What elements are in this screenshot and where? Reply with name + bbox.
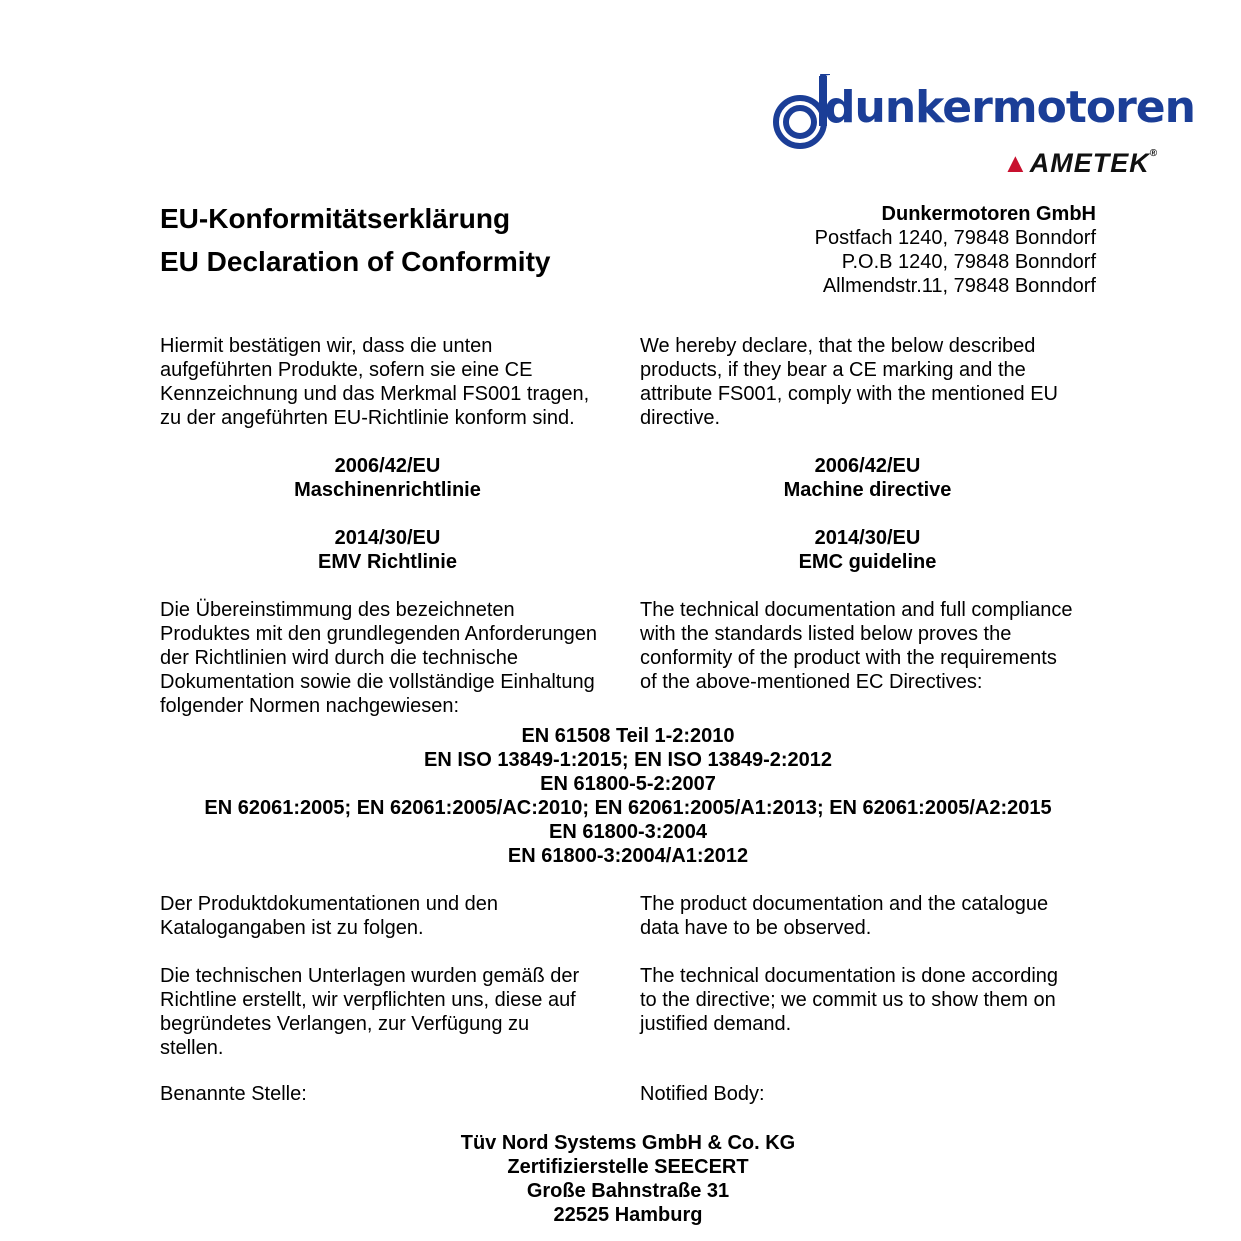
notified-body-line: Zertifizierstelle SEECERT (507, 1156, 749, 1178)
dunker-d-icon (770, 74, 830, 164)
notified-body-name: Tüv Nord Systems GmbH & Co. KG (460, 1132, 796, 1154)
directive-code: 2006/42/EU (334, 455, 441, 477)
directive-block-de-1 (160, 454, 615, 502)
directive-block-de-2 (160, 526, 615, 574)
company-name: Dunkermotoren GmbH (881, 203, 1096, 225)
standard-item: EN ISO 13849-1:2015; EN ISO 13849-2:2012 (423, 749, 833, 771)
compliance-en: The technical documentation and full compliance with the standards listed below proves the conformity of the product with the requirements of the above-mentioned EC Directives: (640, 599, 1073, 693)
notified-body-line: Große Bahnstraße 31 (526, 1180, 730, 1202)
documentation-de: Die technischen Unterlagen wurden gemäß der Richtline erstellt, wir verpflichten uns, diese auf begründetes Verlangen, zur Verfügung zu stellen. (160, 965, 580, 1059)
registered-mark: ® (1149, 148, 1159, 159)
title-en: EU Declaration of Conformity (160, 246, 551, 277)
compliance-de: Die Übereinstimmung des bezeichneten Produktes mit den grundlegenden Anforderungen der Richtlinien wird durch die technische Dokumentation sowie die vollständige Einhaltung folgender Normen nachgewiesen: (160, 599, 597, 717)
directive-block-en-1 (640, 454, 1095, 502)
company-logo (770, 70, 1195, 180)
directive-name: EMC guideline (798, 551, 937, 573)
directive-name: Machine directive (783, 479, 952, 501)
directive-code: 2006/42/EU (814, 455, 921, 477)
directive-code: 2014/30/EU (334, 527, 441, 549)
standard-item: EN 62061:2005; EN 62061:2005/AC:2010; EN 62061:2005/A1:2013; EN 62061:2005/A2:2015 (204, 797, 1052, 819)
catalogue-de: Der Produktdokumentationen und den Katalogangaben ist zu folgen. (160, 893, 499, 939)
standard-item: EN 61800-5-2:2007 (540, 773, 716, 795)
ametek-text: AMETEK (1029, 148, 1150, 178)
address-line: P.O.B 1240, 79848 Bonndorf (841, 251, 1096, 273)
address-line: Allmendstr.11, 79848 Bonndorf (822, 275, 1096, 297)
notified-body-address (0, 1131, 1241, 1227)
intro-de: Hiermit bestätigen wir, dass die unten aufgeführten Produkte, sofern sie eine CE Kennzeichnung und das Merkmal FS001 tragen, zu der angeführten EU-Richtlinie konform sind. (160, 335, 590, 429)
standards-list (0, 724, 1241, 868)
notified-body-line: 22525 Hamburg (553, 1204, 703, 1226)
directive-code: 2014/30/EU (814, 527, 921, 549)
notified-body-label-en: Notified Body: (640, 1083, 765, 1105)
logo-wordmark: dunkermotoren (824, 82, 1195, 133)
standard-item: EN 61800-3:2004/A1:2012 (507, 845, 749, 867)
standard-item: EN 61800-3:2004 (549, 821, 707, 843)
directive-name: Maschinenrichtlinie (294, 479, 481, 501)
directive-name: EMV Richtlinie (318, 551, 457, 573)
ametek-wordmark (1002, 148, 1158, 179)
title-de: EU-Konformitätserklärung (160, 203, 511, 234)
notified-body-label-de: Benannte Stelle: (160, 1083, 307, 1105)
address-line: Postfach 1240, 79848 Bonndorf (814, 227, 1096, 249)
catalogue-en: The product documentation and the catalogue data have to be observed. (640, 893, 1049, 939)
documentation-en: The technical documentation is done according to the directive; we commit us to show them on justified demand. (640, 965, 1059, 1035)
standard-item: EN 61508 Teil 1-2:2010 (521, 725, 735, 747)
directive-block-en-2 (640, 526, 1095, 574)
ametek-accent-icon: ▲ (1002, 148, 1030, 178)
company-address (815, 202, 1096, 298)
intro-en: We hereby declare, that the below described products, if they bear a CE marking and the attribute FS001, comply with the mentioned EU directive. (640, 335, 1058, 429)
